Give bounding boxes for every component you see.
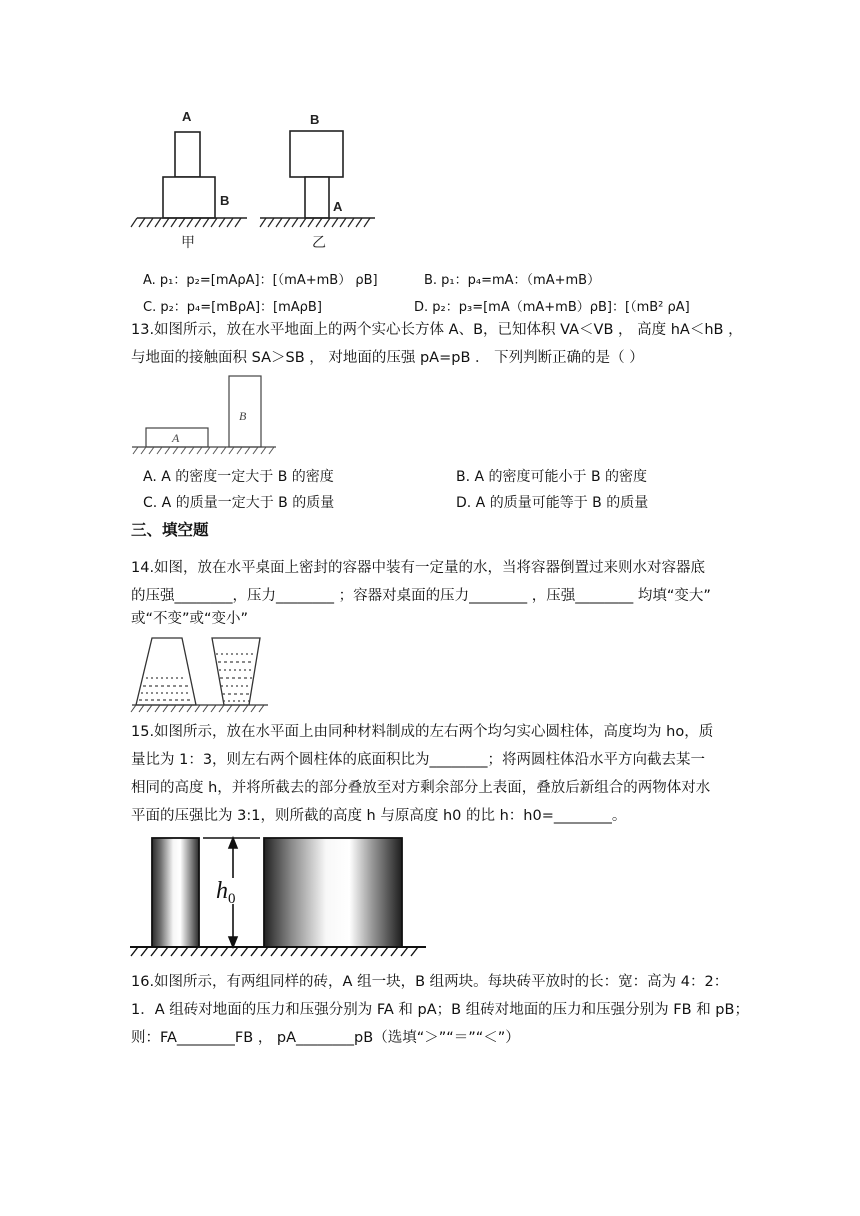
q14-line3: 或“不变”或“变小”	[131, 611, 249, 627]
block-b-jia	[163, 177, 215, 218]
q12-option-b: B. p₁：p₄=mA：（mA+mB）	[424, 273, 601, 288]
q13-line2: 与地面的接触面积 SA＞SB ， 对地面的压强 pA=pB ． 下列判断正确的是（ ）	[131, 350, 644, 366]
q16-line3: 则：FA________FB ， pA________pB（选填“＞”“＝”“＜”）	[131, 1030, 520, 1046]
q13-label-a: A	[172, 431, 180, 445]
block-b-yi	[290, 131, 343, 177]
q16-line2: 1．A 组砖对地面的压力和压强分别为 FA 和 pA；B 组砖对地面的压力和压强分别为 FB 和 pB；	[131, 1002, 749, 1018]
q12-option-d: D. p₂：p₃=[mA（mA+mB）ρB]：[（mB² ρA]	[414, 300, 690, 315]
q16-line1: 16.如图所示，有两组同样的砖，A 组一块，B 组两块。每块砖平放时的长：宽：高为 4：2：	[131, 974, 729, 990]
label-b-side: B	[220, 193, 230, 208]
block-a-yi	[305, 177, 329, 218]
label-b-top: B	[310, 112, 320, 127]
q13-figure	[130, 372, 280, 460]
q13-line1: 13.如图所示，放在水平地面上的两个实心长方体 A、B，已知体积 VA＜VB ， 高度 hA＜hB ，	[131, 322, 743, 338]
q13-option-c: C. A 的质量一定大于 B 的质量	[143, 495, 335, 511]
q12-option-a: A. p₁：p₂=[mAρA]：[（mA+mB） ρB]	[143, 273, 378, 288]
label-yi: 乙	[312, 235, 326, 251]
label-a-side: A	[333, 199, 343, 214]
q15-line3: 相同的高度 h，并将所截去的部分叠放至对方剩余部分上表面，叠放后新组合的两物体对水	[131, 780, 711, 796]
q15-line1: 15.如图所示，放在水平面上由同种材料制成的左右两个均匀实心圆柱体，高度均为 ho，质	[131, 724, 714, 740]
q14-line2: 的压强________，压力________ ；容器对桌面的压力________ ，压强________ 均填“变大”	[131, 588, 711, 604]
q12-figure	[125, 105, 385, 255]
q15-line2: 量比为 1：3，则左右两个圆柱体的底面积比为________；将两圆柱体沿水平方向截去某一	[131, 752, 706, 768]
q13-label-b: B	[239, 409, 247, 423]
label-a-top: A	[182, 109, 192, 124]
q15-figure	[128, 832, 428, 962]
label-jia: 甲	[181, 235, 195, 251]
q14-figure	[130, 634, 270, 718]
left-cylinder	[152, 838, 199, 947]
q13-option-d: D. A 的质量可能等于 B 的质量	[456, 495, 649, 511]
q13-option-b: B. A 的密度可能小于 B 的密度	[456, 469, 648, 485]
q12-option-c: C. p₂：p₄=[mBρA]：[mAρB]	[143, 300, 322, 315]
q13-option-a: A. A 的密度一定大于 B 的密度	[143, 469, 334, 485]
q15-line4: 平面的压强比为 3:1，则所截的高度 h 与原高度 h0 的比 h：h0=________。	[131, 808, 627, 824]
q14-line1: 14.如图，放在水平桌面上密封的容器中装有一定量的水，当将容器倒置过来则水对容器底	[131, 560, 706, 576]
h0-label: $h_0$	[216, 878, 236, 907]
right-cylinder	[264, 838, 402, 947]
block-a-jia	[175, 132, 200, 177]
section-heading: 三、填空题	[131, 521, 209, 539]
